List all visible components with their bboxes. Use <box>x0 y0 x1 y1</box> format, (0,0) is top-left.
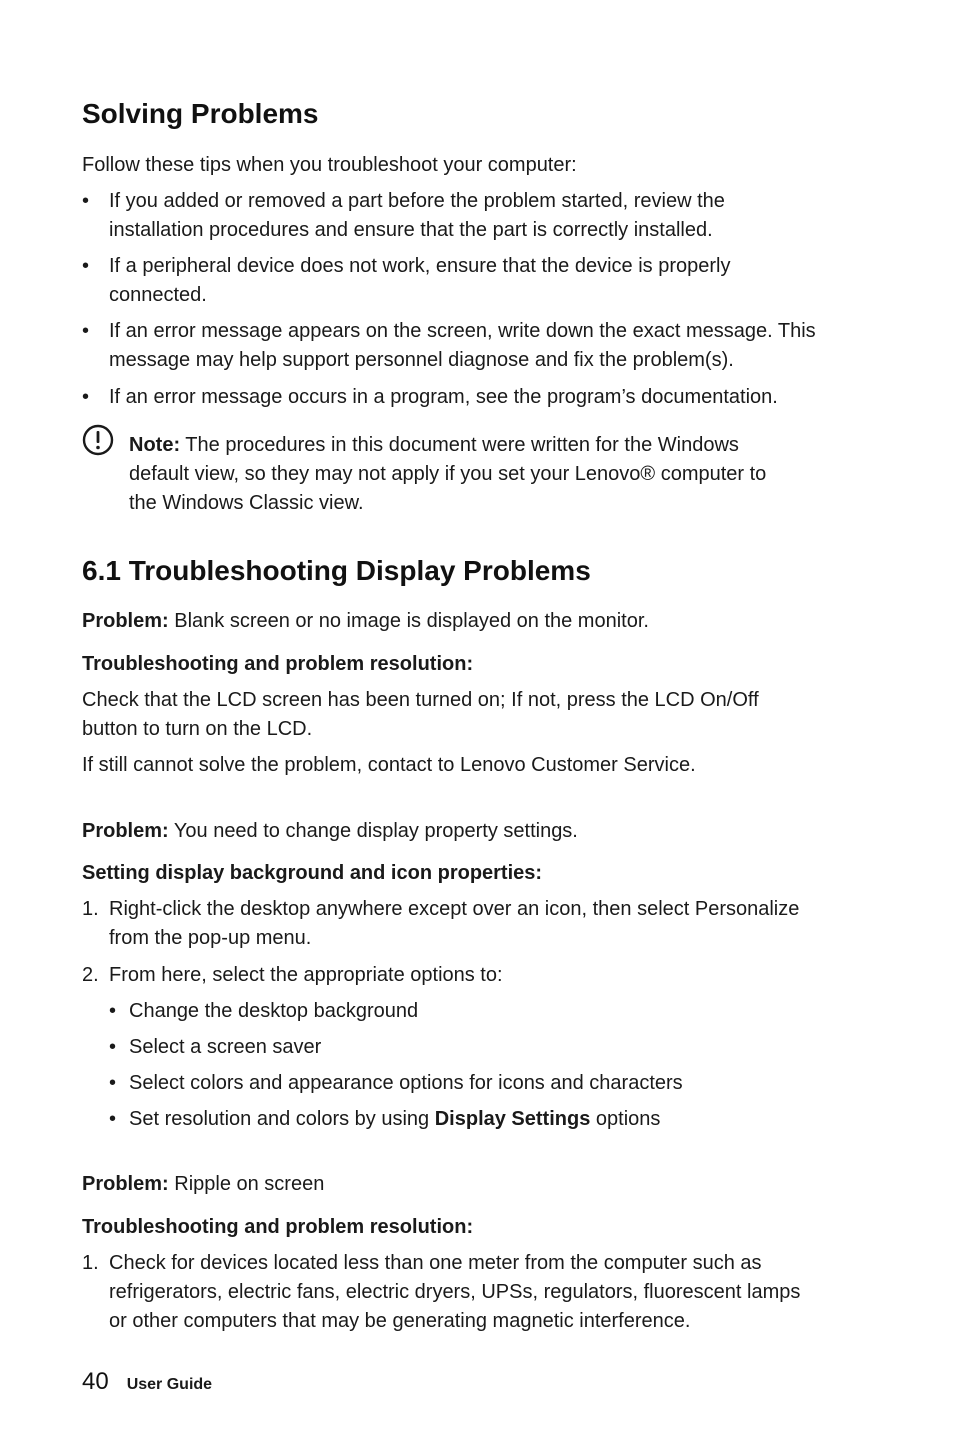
sub-list-text-suffix: options <box>590 1108 661 1130</box>
list-item-line: installation procedures and ensure that the part is correctly installed. <box>109 219 713 241</box>
page-footer <box>82 1368 212 1396</box>
subheading: Troubleshooting and problem resolution: <box>82 653 474 675</box>
sub-list-item <box>109 1069 683 1098</box>
page-number: 40 <box>82 1368 109 1395</box>
sub-list-item <box>109 1033 321 1062</box>
note-line: default view, so they may not apply if you set your Lenovo® computer to <box>129 463 767 485</box>
bullet-mark: • <box>109 1072 117 1094</box>
step-number: 2. <box>82 964 99 986</box>
section-title: 6.1 Troubleshooting Display Problems <box>82 555 591 586</box>
sub-list-text: Change the desktop background <box>129 1000 419 1022</box>
list-item-line: message may help support personnel diagnose and fix the problem(s). <box>109 349 734 371</box>
step-line: or other computers that may be generating magnetic interference. <box>109 1310 691 1332</box>
note-line: the Windows Classic view. <box>129 492 364 514</box>
problem-text: You need to change display property settings. <box>168 820 578 842</box>
step-number: 1. <box>82 898 99 920</box>
sub-list-text: Select a screen saver <box>129 1036 322 1058</box>
intro-paragraph: Follow these tips when you troubleshoot your computer: <box>82 154 577 176</box>
sub-list-item <box>109 997 418 1026</box>
footer-label: User Guide <box>126 1376 213 1393</box>
problem-statement <box>82 607 649 636</box>
subheading: Troubleshooting and problem resolution: <box>82 1216 474 1238</box>
bullet-mark: • <box>82 386 90 408</box>
step-line: From here, select the appropriate options to: <box>109 964 503 986</box>
paragraph-line: button to turn on the LCD. <box>82 718 313 740</box>
display-settings-term: Display Settings <box>434 1108 591 1130</box>
list-item-line: If an error message appears on the screen, write down the exact message. This <box>109 320 816 342</box>
paragraph-line: Check that the LCD screen has been turned on; If not, press the LCD On/Off <box>82 689 759 711</box>
step-number: 1. <box>82 1252 99 1274</box>
bullet-mark: • <box>82 255 90 277</box>
problem-label: Problem: <box>82 1173 169 1195</box>
list-item-line: If an error message occurs in a program, see the program’s documentation. <box>109 386 778 408</box>
problem-statement <box>82 817 578 846</box>
list-item-line: If you added or removed a part before the problem started, review the <box>109 190 725 212</box>
exclamation-circle-icon <box>82 424 114 456</box>
step-line: refrigerators, electric fans, electric dryers, UPSs, regulators, fluorescent lamps <box>109 1281 801 1303</box>
step-line: Check for devices located less than one meter from the computer such as <box>109 1252 762 1274</box>
step-line: from the pop-up menu. <box>109 927 312 949</box>
paragraph: If still cannot solve the problem, contact to Lenovo Customer Service. <box>82 754 696 776</box>
problem-label: Problem: <box>82 820 169 842</box>
bullet-mark: • <box>109 1108 117 1130</box>
bullet-mark: • <box>109 1036 117 1058</box>
section-title: Solving Problems <box>82 98 319 129</box>
list-item-line: connected. <box>109 284 207 306</box>
list-item-line: If a peripheral device does not work, ensure that the device is properly <box>109 255 731 277</box>
subheading: Setting display background and icon properties: <box>82 862 543 884</box>
note-line <box>129 431 739 460</box>
problem-text: Blank screen or no image is displayed on the monitor. <box>168 610 649 632</box>
note-label: Note: <box>129 434 181 456</box>
sub-list-text: Set resolution and colors by using <box>129 1108 435 1130</box>
problem-label: Problem: <box>82 610 169 632</box>
bullet-mark: • <box>82 320 90 342</box>
bullet-mark: • <box>82 190 90 212</box>
problem-text: Ripple on screen <box>168 1173 325 1195</box>
bullet-mark: • <box>109 1000 117 1022</box>
note-text: The procedures in this document were written for the Windows <box>180 434 739 456</box>
sub-list-item <box>109 1105 660 1134</box>
sub-list-text: Select colors and appearance options for icons and characters <box>129 1072 683 1094</box>
step-line: Right-click the desktop anywhere except over an icon, then select Personalize <box>109 898 800 920</box>
problem-statement <box>82 1170 324 1199</box>
